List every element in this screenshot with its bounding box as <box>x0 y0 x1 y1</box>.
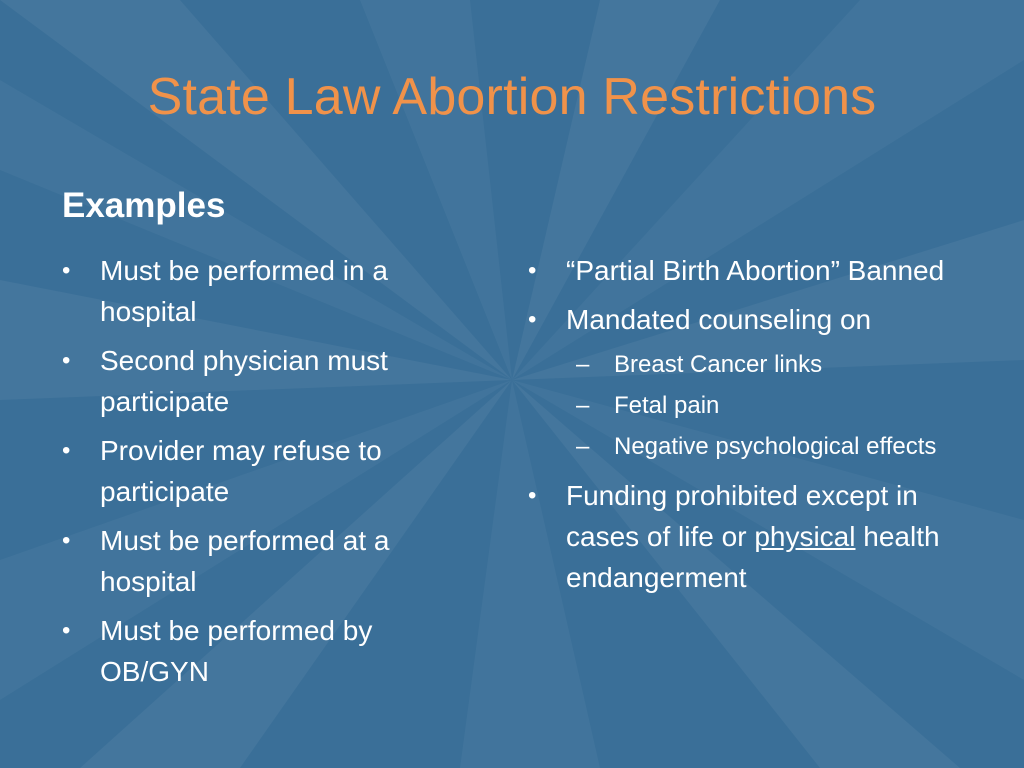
underlined-word: physical <box>754 521 856 552</box>
bullet-icon: • <box>528 482 537 509</box>
sub-bullet-text: Fetal pain <box>614 392 720 419</box>
right-bullet-list <box>528 250 978 598</box>
bullet-icon: • <box>528 257 537 284</box>
left-bullet-item <box>62 430 462 512</box>
dash-icon: – <box>576 433 590 460</box>
bullet-text <box>566 480 940 593</box>
right-bullet-item <box>528 299 978 467</box>
sub-bullet-item <box>566 385 978 426</box>
bullet-icon: • <box>62 437 71 464</box>
bullet-text: Provider may refuse to participate <box>100 435 382 507</box>
sub-bullet-text: Negative psychological effects <box>614 433 937 460</box>
sub-bullet-text: Breast Cancer links <box>614 351 823 378</box>
dash-icon: – <box>576 392 590 419</box>
left-bullet-item <box>62 610 462 692</box>
right-bullet-item <box>528 250 978 291</box>
bullet-text: Must be performed at a hospital <box>100 525 390 597</box>
bullet-text: Must be performed by OB/GYN <box>100 615 373 687</box>
left-bullet-item <box>62 340 462 422</box>
right-column <box>528 250 978 606</box>
bullet-text: “Partial Birth Abortion” Banned <box>566 255 945 286</box>
left-bullet-item <box>62 250 462 332</box>
left-column <box>62 250 462 700</box>
bullet-text-part: health endangerment <box>566 521 940 593</box>
slide-title: State Law Abortion Restrictions <box>147 68 877 126</box>
sub-bullet-item <box>566 426 978 467</box>
sub-bullet-item <box>566 344 978 385</box>
dash-icon: – <box>576 351 590 378</box>
bullet-icon: • <box>528 306 537 333</box>
bullet-icon: • <box>62 617 71 644</box>
examples-heading: Examples <box>62 186 226 225</box>
bullet-text: Mandated counseling on <box>566 304 872 335</box>
bullet-icon: • <box>62 347 71 374</box>
bullet-text-part: Funding prohibited except in cases of life or <box>566 480 918 552</box>
bullet-text: Must be performed in a hospital <box>100 255 388 327</box>
bullet-text: Second physician must participate <box>100 345 388 417</box>
left-bullet-item <box>62 520 462 602</box>
counseling-sub-list <box>566 344 978 467</box>
left-bullet-list <box>62 250 462 692</box>
bullet-icon: • <box>62 257 71 284</box>
bullet-icon: • <box>62 527 71 554</box>
right-bullet-item <box>528 475 978 598</box>
